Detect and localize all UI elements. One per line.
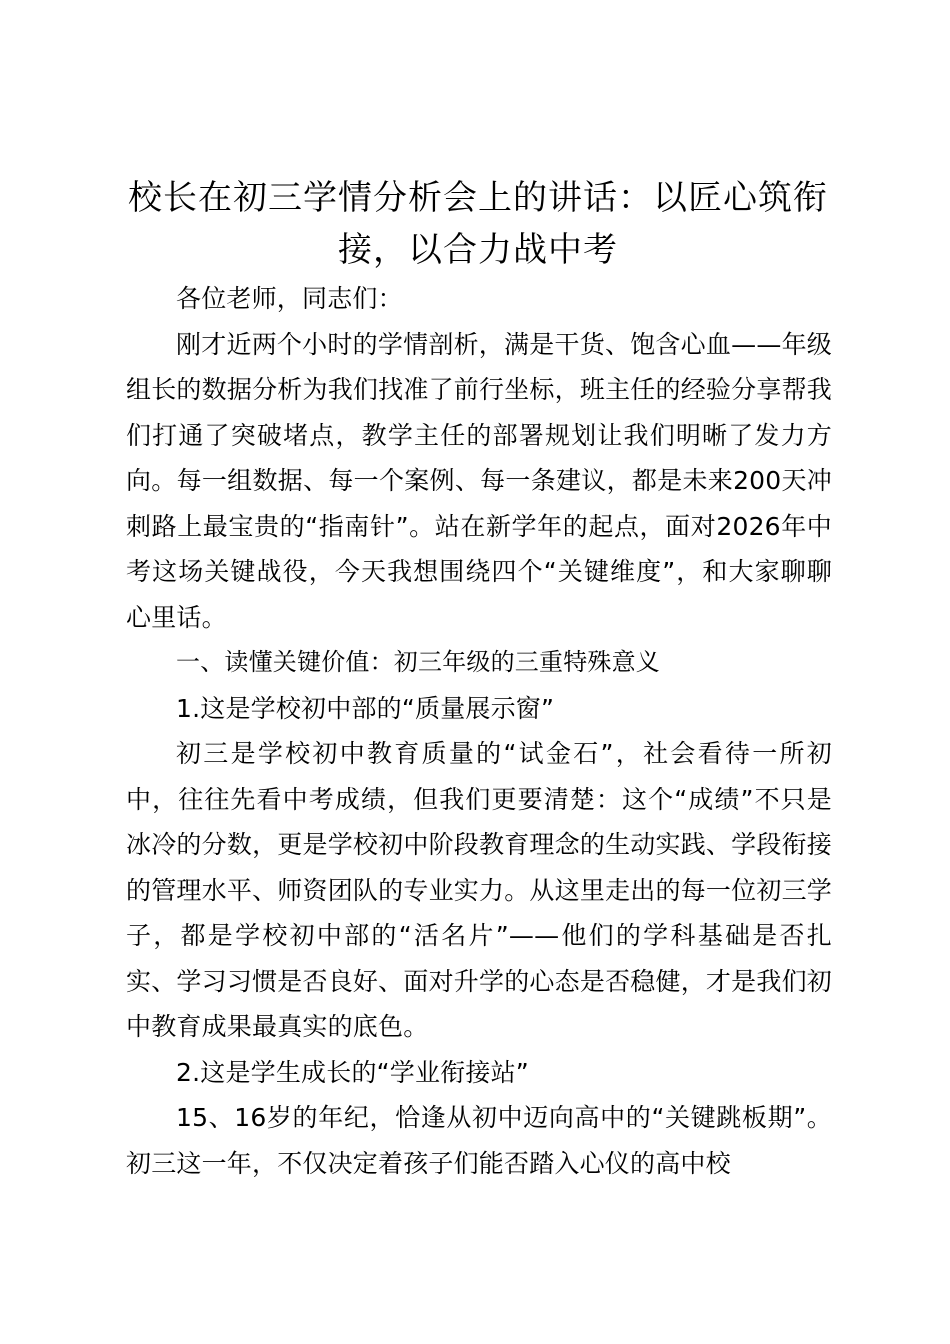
greeting: 各位老师，同志们： bbox=[176, 284, 403, 313]
document-body bbox=[126, 276, 832, 1186]
subsection-paragraph-2: 15、16岁的年纪，恰逢从初中迈向高中的“关键跳板期”。初三这一年，不仅决定着孩子们能否踏入心仪的高中校 bbox=[126, 1103, 832, 1178]
intro-paragraph: 刚才近两个小时的学情剖析，满是干货、饱含心血——年级组长的数据分析为我们找准了前行坐标，班主任的经验分享帮我们打通了突破堵点，教学主任的部署规划让我们明晰了发力方向。每一组数据、每一个案例、每一条建议，都是未来200天冲刺路上最宝贵的“指南针”。站在新学年的起点，面对2026年中考这场关键战役，今天我想围绕四个“关键维度”，和大家聊聊心里话。 bbox=[126, 329, 832, 632]
subsection-heading-2: 2.这是学生成长的“学业衔接站” bbox=[176, 1057, 529, 1087]
subsection-heading-1: 1.这是学校初中部的“质量展示窗” bbox=[176, 693, 555, 723]
subsection-paragraph-1: 初三是学校初中教育质量的“试金石”，社会看待一所初中，往往先看中考成绩，但我们更要清楚：这个“成绩”不只是冰冷的分数，更是学校初中阶段教育理念的生动实践、学段衔接的管理水平、师资团队的专业实力。从这里走出的每一位初三学子，都是学校初中部的“活名片”——他们的学科基础是否扎实、学习习惯是否良好、面对升学的心态是否稳健，才是我们初中教育成果最真实的底色。 bbox=[126, 739, 832, 1041]
section-heading-1: 一、读懂关键价值：初三年级的三重特殊意义 bbox=[176, 648, 660, 676]
document-title: 校长在初三学情分析会上的讲话：以匠心筑衔接，以合力战中考 bbox=[128, 178, 828, 270]
